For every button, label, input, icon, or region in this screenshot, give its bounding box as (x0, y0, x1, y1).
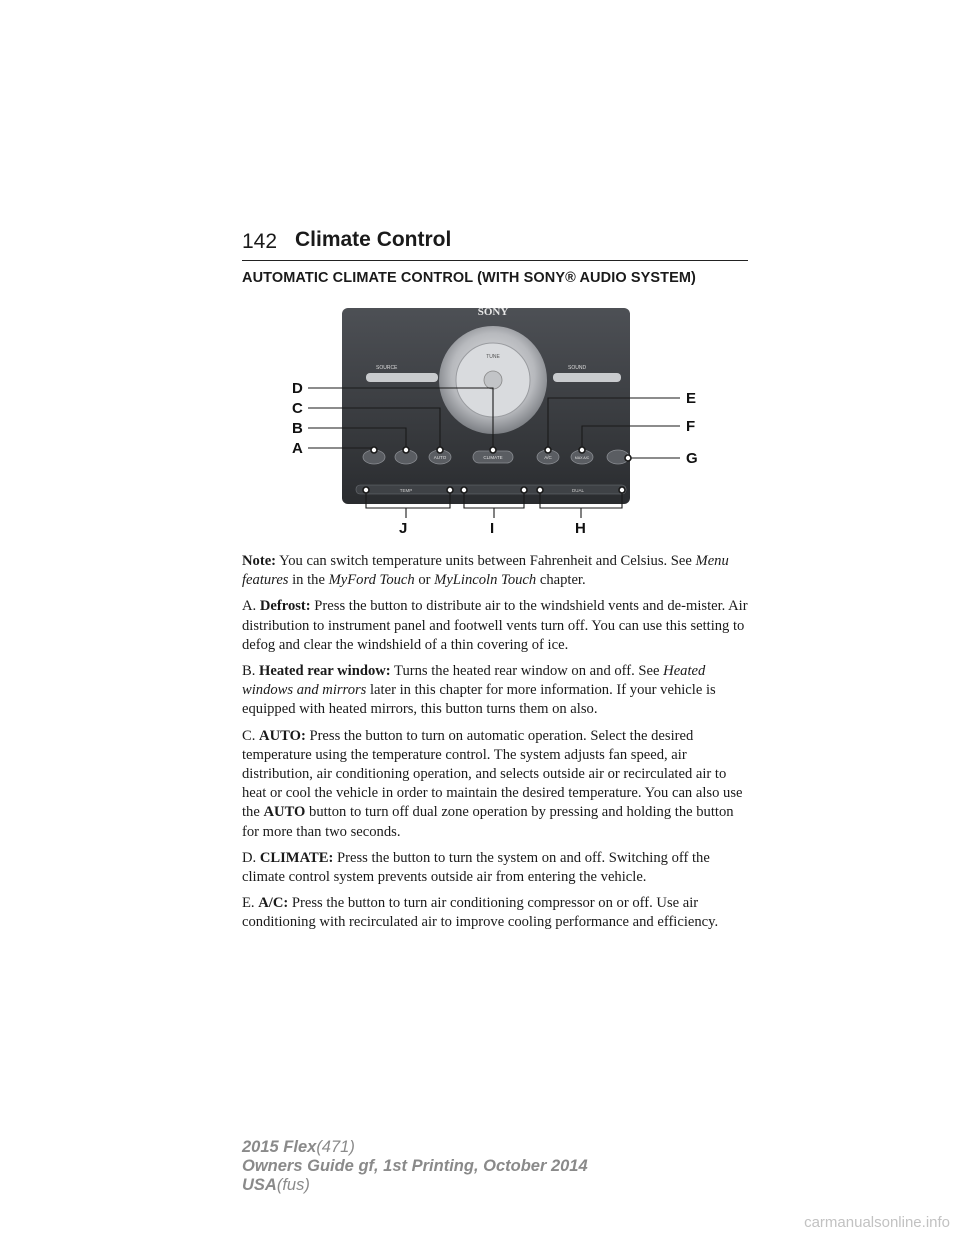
watermark[interactable]: carmanualsonline.info (804, 1214, 950, 1231)
item-d-paragraph: D. CLIMATE: Press the button to turn the system on and off. Switching off the climate control system prevents outside air from entering the vehicle. (242, 849, 710, 886)
item-a-paragraph: A. Defrost: Press the button to distribute air to the windshield vents and de-mister. Air distribution to instrument panel and footwell vents turn off. You can use this setting to defog and clear the windshield of a thin covering of ice. (242, 598, 748, 653)
item-c-paragraph: C. AUTO: Press the button to turn on automatic operation. Select the desired temperature using the temperature control. The system adjusts fan speed, air distribution, air conditioning operation, and selects outside air or recirculated air to heat or cool the vehicle in order to maintain the desired temperature. You can also use the AUTO button to turn off dual zone operation by pressing and holding the button for more than two seconds. (242, 727, 743, 840)
callout-h: H (575, 520, 586, 537)
print-footer: 2015 Flex(471) Owners Guide gf, 1st Printing, October 2014 USA(fus) (242, 1138, 588, 1194)
ac-label: A/C (544, 455, 552, 460)
climate-panel-figure (278, 300, 708, 542)
callout-g: G (686, 450, 698, 467)
section-title: AUTOMATIC CLIMATE CONTROL (WITH SONY® AUDIO SYSTEM) (242, 270, 696, 286)
item-b-label: Heated rear window: (259, 663, 391, 680)
callout-c: C (292, 400, 303, 417)
page-number: 142 (242, 230, 278, 253)
callout-j: J (399, 520, 408, 537)
max-ac-label: MAX A/C (574, 456, 590, 460)
callout-f: F (686, 418, 696, 435)
dual-label: DUAL (571, 488, 585, 493)
item-e-paragraph: E. A/C: Press the button to turn air conditioning compressor on or off. Use air conditioning with recirculated air to improve cooling performance and efficiency. (242, 895, 719, 931)
callout-a: A (292, 440, 303, 457)
item-d-label: CLIMATE: (259, 849, 334, 866)
menu-features-link[interactable]: Menu features (242, 553, 729, 589)
item-e-label: A/C: (258, 895, 289, 912)
myford-touch-link[interactable]: MyFord Touch (328, 572, 415, 589)
body-text (242, 552, 752, 940)
heated-windows-link[interactable]: Heated windows and mirrors (242, 663, 706, 699)
item-b-paragraph: B. Heated rear window: Turns the heated rear window on and off. See Heated windows and mirrors later in this chapter for more information. If your vehicle is equipped with heated mirrors, this button turns them on also. (242, 663, 716, 718)
mylincoln-touch-link[interactable]: MyLincoln Touch (434, 572, 537, 589)
item-c-label: AUTO: (259, 727, 306, 744)
callout-d: D (292, 380, 303, 397)
temp-label: TEMP (399, 488, 413, 493)
callout-i: I (490, 520, 495, 537)
sony-logo-text: SONY (477, 306, 509, 318)
source-button (366, 373, 438, 382)
sound-label: SOUND (568, 365, 587, 371)
callout-e: E (686, 390, 697, 407)
climate-panel-illustration (278, 300, 708, 542)
auto-label: AUTO (433, 455, 447, 460)
sound-button (553, 373, 621, 382)
item-a-label: Defrost: (259, 598, 311, 615)
climate-label: CLIMATE (483, 455, 503, 460)
note-label: Note: (242, 553, 277, 569)
tune-label: TUNE (486, 354, 500, 360)
page-header (242, 228, 748, 261)
note-paragraph: Note: You can switch temperature units between Fahrenheit and Celsius. See Menu features in the MyFord Touch or MyLincoln Touch chapter. (242, 553, 729, 589)
callout-b: B (292, 420, 303, 437)
source-label: SOURCE (376, 365, 398, 371)
chapter-title: Climate Control (295, 228, 452, 251)
